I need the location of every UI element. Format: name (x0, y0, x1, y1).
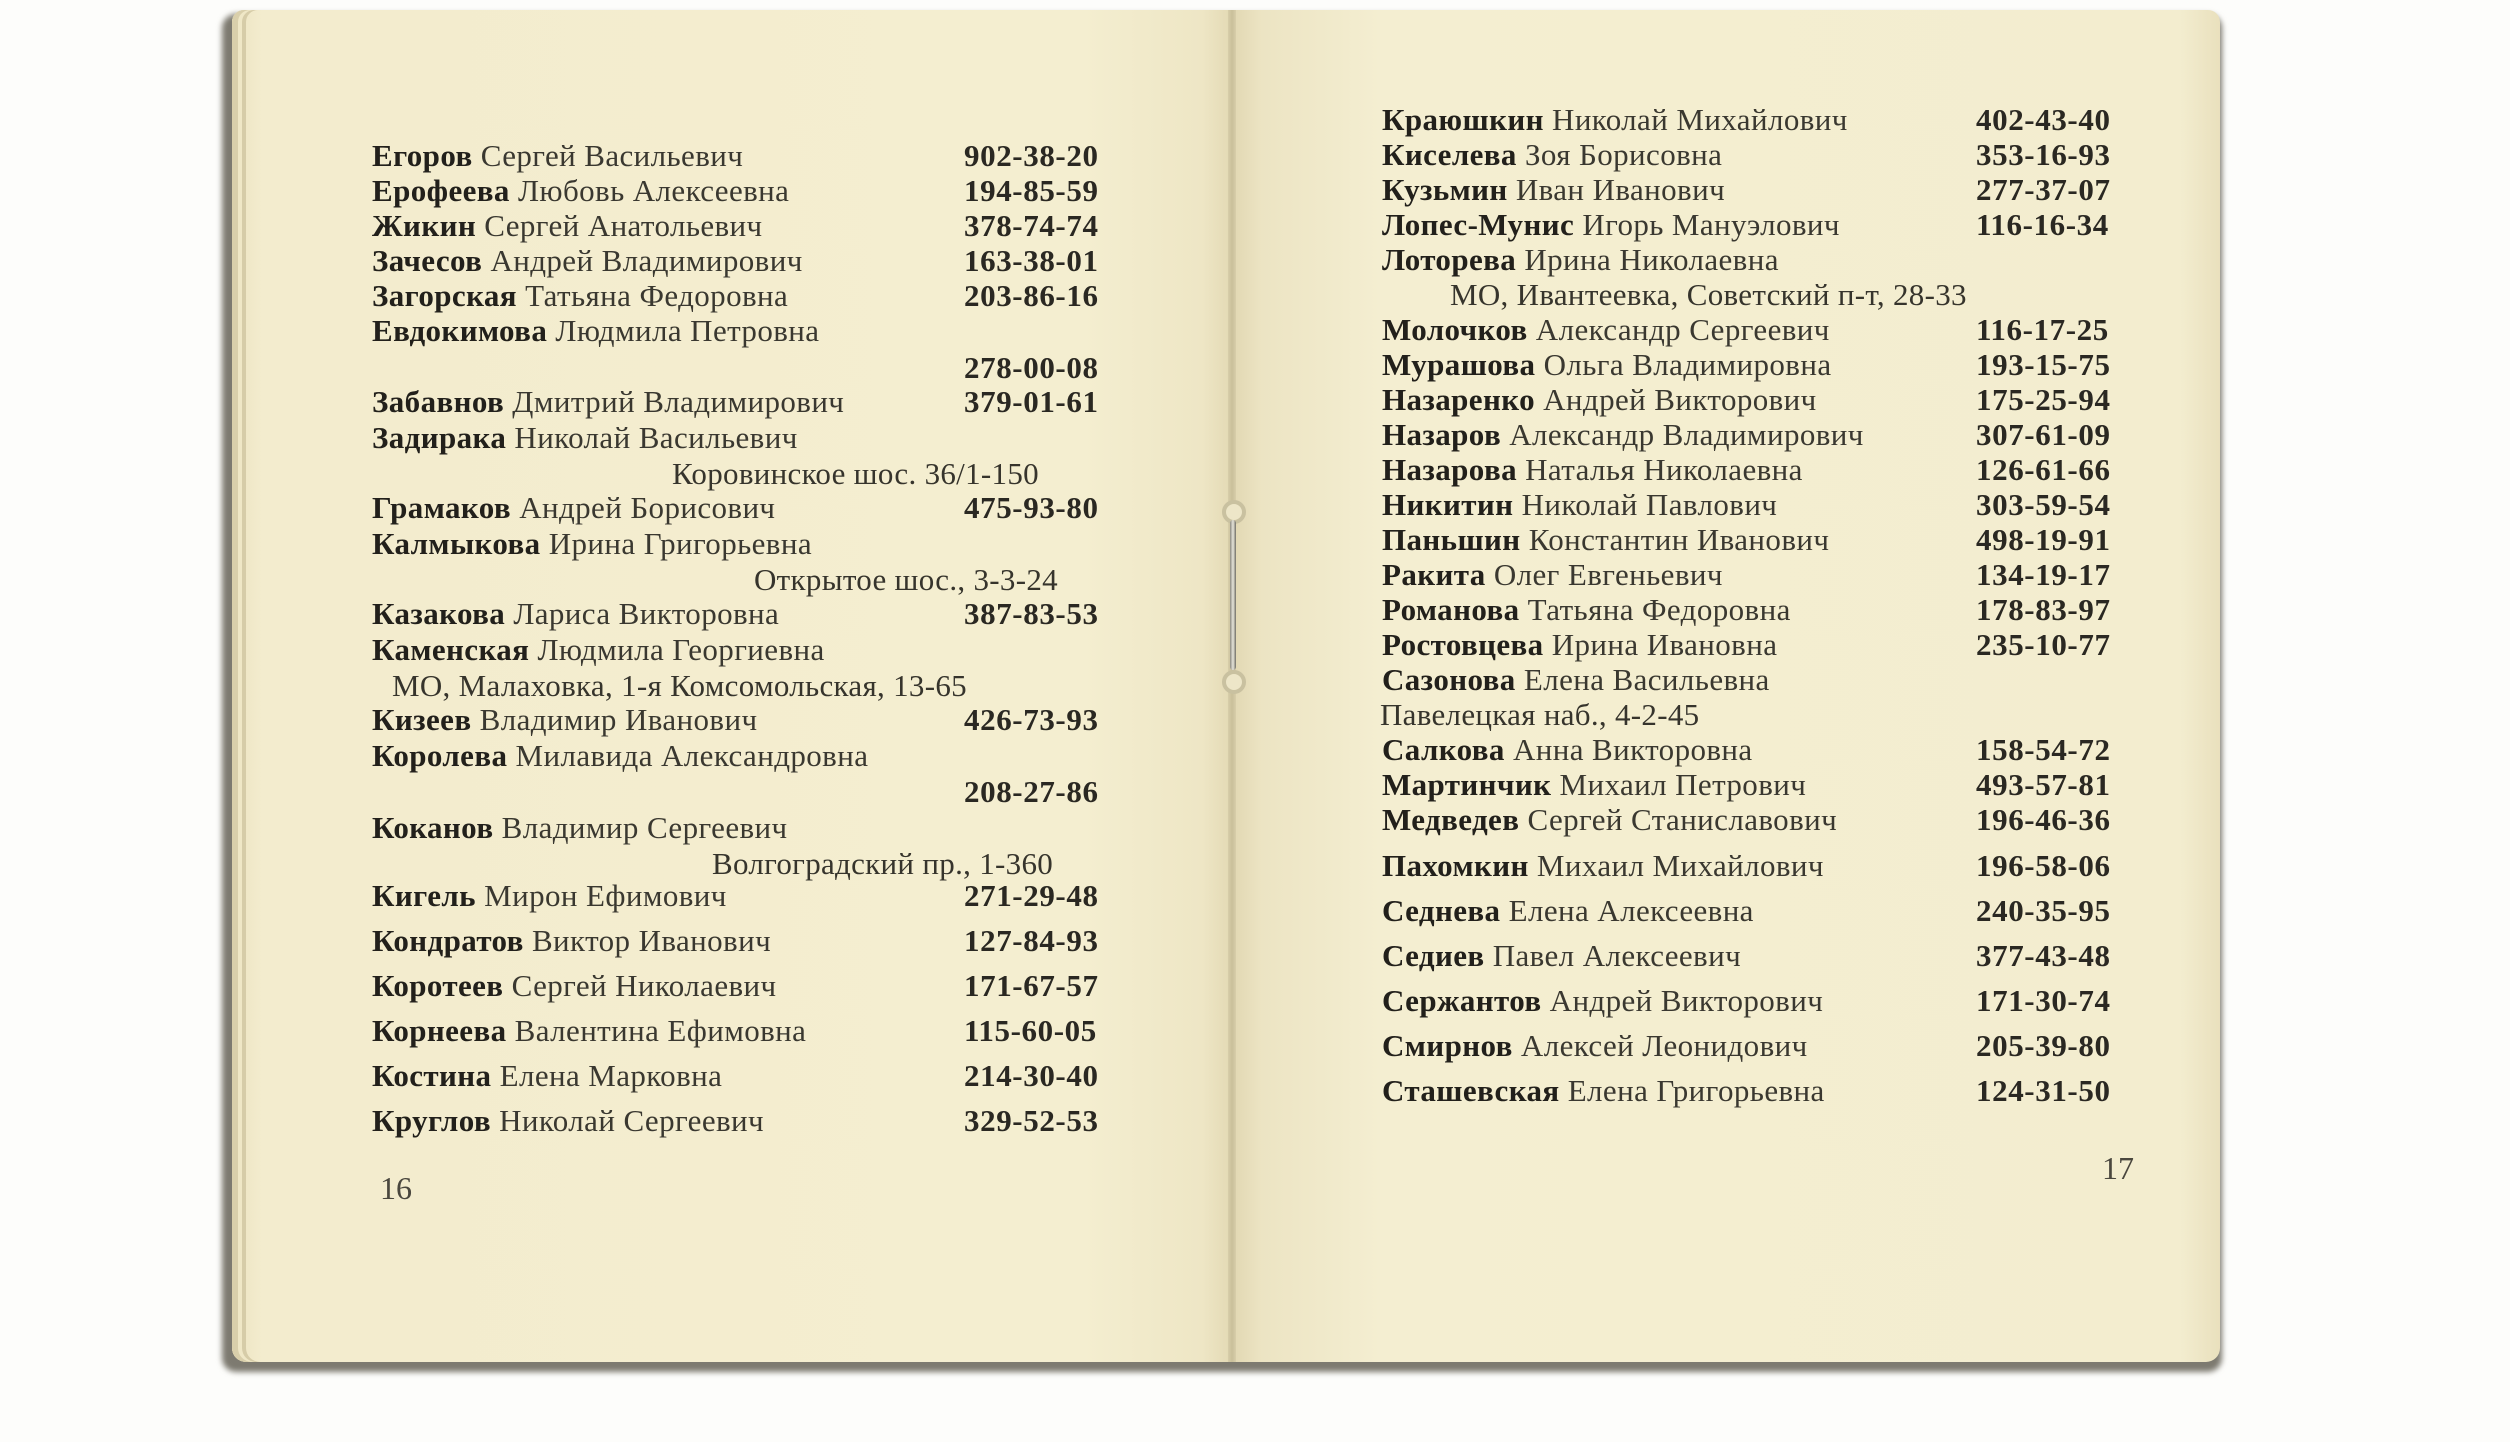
entry-address: МО, Ивантеевка, Советский п-т, 28-33 (1450, 277, 1967, 312)
directory-entry (1382, 172, 1725, 208)
entry-phone: 126-61-66 (1976, 452, 2111, 487)
entry-given-names: Ольга Владимировна (1543, 347, 1832, 382)
entry-given-names: Ирина Ивановна (1551, 627, 1778, 662)
entry-surname: Корнеева (372, 1013, 507, 1048)
entry-given-names: Людмила Петровна (555, 313, 820, 348)
entry-given-names: Виктор Иванович (531, 923, 772, 958)
entry-surname: Ракита (1382, 557, 1486, 592)
entry-given-names: Иван Иванович (1515, 172, 1726, 207)
entry-surname: Назаренко (1382, 382, 1535, 417)
directory-entry (372, 968, 777, 1004)
entry-phone: 203-86-16 (964, 278, 1099, 313)
entry-phone: 193-15-75 (1976, 347, 2111, 382)
staple-wire (1230, 520, 1236, 670)
entry-given-names: Людмила Георгиевна (537, 632, 825, 667)
staple-tail-icon (1222, 670, 1246, 694)
entry-surname: Калмыкова (372, 526, 541, 561)
entry-phone: 194-85-59 (964, 173, 1099, 208)
entry-phone: 116-16-34 (1976, 207, 2109, 242)
entry-surname: Лоторева (1382, 242, 1517, 277)
left-entry-list (232, 10, 1232, 1362)
entry-surname: Сазонова (1382, 662, 1516, 697)
entry-phone: 353-16-93 (1976, 137, 2111, 172)
right-entry-list (1232, 10, 2220, 1362)
directory-entry (372, 1103, 764, 1139)
entry-given-names: Алексей Леонидович (1520, 1028, 1808, 1063)
directory-entry (1382, 417, 1864, 453)
entry-given-names: Милавида Александровна (515, 738, 869, 773)
entry-given-names: Валентина Ефимовна (514, 1013, 807, 1048)
entry-surname: Седиев (1382, 938, 1485, 973)
entry-given-names: Сергей Анатольевич (484, 208, 763, 243)
directory-entry (372, 923, 771, 959)
entry-given-names: Игорь Мануэлович (1582, 207, 1840, 242)
staple-icon (1222, 500, 1248, 696)
entry-given-names: Николай Михайлович (1552, 102, 1848, 137)
entry-surname: Кигель (372, 878, 476, 913)
directory-entry (1382, 592, 1791, 628)
entry-phone: 271-29-48 (964, 878, 1099, 913)
directory-entry (1382, 627, 1777, 663)
entry-surname: Назаров (1382, 417, 1502, 452)
entry-surname: Салкова (1382, 732, 1505, 767)
directory-entry (1382, 312, 1830, 348)
entry-given-names: Михаил Михайлович (1536, 848, 1824, 883)
entry-surname: Седнева (1382, 893, 1501, 928)
entry-phone: 196-58-06 (1976, 848, 2111, 883)
entry-surname: Пахомкин (1382, 848, 1529, 883)
entry-phone: 116-17-25 (1976, 312, 2109, 347)
entry-given-names: Татьяна Федоровна (1527, 592, 1791, 627)
directory-entry (1382, 848, 1824, 884)
entry-surname: Зачесов (372, 243, 483, 278)
entry-given-names: Ирина Григорьевна (548, 526, 812, 561)
directory-entry (1382, 732, 1753, 768)
entry-surname: Кизеев (372, 702, 472, 737)
directory-entry (1382, 1028, 1808, 1064)
entry-surname: Никитин (1382, 487, 1514, 522)
entry-surname: Сташевская (1382, 1073, 1560, 1108)
entry-given-names: Сергей Васильевич (480, 138, 744, 173)
entry-given-names: Ирина Николаевна (1524, 242, 1779, 277)
entry-surname: Паньшин (1382, 522, 1521, 557)
directory-entry (1382, 938, 1741, 974)
directory-entry (1382, 452, 1803, 488)
entry-surname: Костина (372, 1058, 492, 1093)
entry-phone: 377-43-48 (1976, 938, 2111, 973)
directory-entry (372, 420, 798, 456)
directory-entry (372, 313, 819, 349)
entry-surname: Романова (1382, 592, 1520, 627)
directory-entry (1382, 893, 1754, 929)
entry-given-names: Мирон Ефимович (484, 878, 727, 913)
entry-phone: 115-60-05 (964, 1013, 1097, 1048)
entry-surname: Ростовцева (1382, 627, 1544, 662)
entry-given-names: Дмитрий Владимирович (512, 384, 845, 419)
entry-phone: 493-57-81 (1976, 767, 2111, 802)
entry-surname: Задирака (372, 420, 507, 455)
right-page (1232, 10, 2220, 1362)
entry-surname: Сержантов (1382, 983, 1542, 1018)
entry-phone: 134-19-17 (1976, 557, 2111, 592)
entry-surname: Киселева (1382, 137, 1517, 172)
entry-phone: 379-01-61 (964, 384, 1099, 419)
entry-given-names: Елена Марковна (499, 1058, 723, 1093)
entry-address: Волгоградский пр., 1-360 (712, 846, 1054, 881)
entry-phone: 127-84-93 (964, 923, 1099, 958)
entry-address: МО, Малаховка, 1-я Комсомольская, 13-65 (392, 668, 967, 703)
entry-surname: Каменская (372, 632, 530, 667)
entry-surname: Краюшкин (1382, 102, 1544, 137)
entry-given-names: Андрей Борисович (519, 490, 776, 525)
left-page-number: 16 (380, 1170, 412, 1206)
directory-entry (372, 1013, 806, 1049)
directory-entry (1382, 207, 1840, 243)
entry-given-names: Лариса Викторовна (513, 596, 780, 631)
entry-given-names: Наталья Николаевна (1525, 452, 1803, 487)
entry-phone: 402-43-40 (1976, 102, 2111, 137)
entry-phone: 208-27-86 (964, 774, 1099, 809)
entry-given-names: Андрей Владимирович (490, 243, 803, 278)
directory-entry (372, 1058, 722, 1094)
entry-phone: 278-00-08 (964, 350, 1099, 385)
entry-given-names: Олег Евгеньевич (1493, 557, 1723, 592)
directory-entry (372, 384, 844, 420)
entry-given-names: Николай Васильевич (514, 420, 798, 455)
entry-surname: Мурашова (1382, 347, 1536, 382)
directory-entry (372, 208, 763, 244)
entry-given-names: Анна Викторовна (1512, 732, 1753, 767)
directory-entry (1382, 487, 1777, 523)
directory-entry (1382, 347, 1831, 383)
entry-phone: 378-74-74 (964, 208, 1099, 243)
left-page (232, 10, 1232, 1362)
entry-surname: Королева (372, 738, 508, 773)
entry-phone: 214-30-40 (964, 1058, 1099, 1093)
entry-surname: Назарова (1382, 452, 1517, 487)
directory-entry (372, 632, 825, 668)
entry-given-names: Андрей Викторович (1549, 983, 1824, 1018)
entry-given-names: Любовь Алексеевна (517, 173, 790, 208)
entry-phone: 902-38-20 (964, 138, 1099, 173)
entry-surname: Молочков (1382, 312, 1528, 347)
entry-surname: Евдокимова (372, 313, 548, 348)
directory-entry (1382, 242, 1779, 278)
entry-given-names: Зоя Борисовна (1525, 137, 1723, 172)
entry-phone: 124-31-50 (1976, 1073, 2111, 1108)
entry-given-names: Михаил Петрович (1559, 767, 1807, 802)
directory-entry (372, 702, 757, 738)
entry-given-names: Сергей Станиславович (1527, 802, 1838, 837)
directory-entry (1382, 1073, 1825, 1109)
directory-entry (372, 138, 743, 174)
directory-entry (1382, 102, 1848, 138)
directory-entry (1382, 767, 1806, 803)
directory-entry (372, 526, 812, 562)
entry-surname: Казакова (372, 596, 506, 631)
entry-phone: 171-30-74 (1976, 983, 2111, 1018)
entry-given-names: Александр Сергеевич (1535, 312, 1830, 347)
entry-phone: 475-93-80 (964, 490, 1099, 525)
entry-surname: Круглов (372, 1103, 491, 1138)
entry-surname: Грамаков (372, 490, 512, 525)
entry-phone: 158-54-72 (1976, 732, 2111, 767)
directory-entry (372, 596, 779, 632)
directory-entry (1382, 802, 1837, 838)
entry-phone: 303-59-54 (1976, 487, 2111, 522)
directory-entry (372, 738, 868, 774)
entry-given-names: Николай Сергеевич (499, 1103, 765, 1138)
directory-entry (372, 173, 789, 209)
directory-entry (372, 243, 803, 279)
entry-phone: 235-10-77 (1976, 627, 2111, 662)
entry-surname: Кузьмин (1382, 172, 1508, 207)
entry-phone: 426-73-93 (964, 702, 1099, 737)
entry-given-names: Александр Владимирович (1509, 417, 1864, 452)
entry-surname: Егоров (372, 138, 473, 173)
directory-entry (1382, 983, 1823, 1019)
entry-phone: 175-25-94 (1976, 382, 2111, 417)
entry-surname: Коканов (372, 810, 494, 845)
entry-given-names: Елена Григорьевна (1567, 1073, 1825, 1108)
entry-surname: Забавнов (372, 384, 505, 419)
entry-given-names: Константин Иванович (1528, 522, 1830, 557)
entry-address: Коровинское шос. 36/1-150 (672, 456, 1039, 491)
entry-surname: Загорская (372, 278, 517, 313)
directory-entry (372, 810, 788, 846)
directory-entry (372, 490, 775, 526)
entry-given-names: Елена Васильевна (1523, 662, 1770, 697)
entry-given-names: Елена Алексеевна (1508, 893, 1754, 928)
entry-phone: 240-35-95 (1976, 893, 2111, 928)
entry-phone: 498-19-91 (1976, 522, 2111, 557)
entry-surname: Медведев (1382, 802, 1520, 837)
entry-given-names: Андрей Викторович (1543, 382, 1817, 417)
entry-phone: 178-83-97 (1976, 592, 2111, 627)
entry-given-names: Сергей Николаевич (511, 968, 777, 1003)
entry-phone: 387-83-53 (964, 596, 1099, 631)
entry-phone: 329-52-53 (964, 1103, 1099, 1138)
entry-surname: Лопес-Мунис (1382, 207, 1575, 242)
entry-surname: Мартинчик (1382, 767, 1552, 802)
directory-entry (1382, 557, 1723, 593)
directory-entry (372, 278, 788, 314)
directory-entry (372, 878, 727, 914)
entry-phone: 307-61-09 (1976, 417, 2111, 452)
entry-given-names: Татьяна Федоровна (525, 278, 789, 313)
entry-phone: 171-67-57 (964, 968, 1099, 1003)
entry-surname: Коротеев (372, 968, 504, 1003)
entry-phone: 163-38-01 (964, 243, 1099, 278)
entry-given-names: Николай Павлович (1521, 487, 1778, 522)
directory-entry (1382, 522, 1829, 558)
entry-address: Открытое шос., 3-3-24 (754, 562, 1058, 597)
entry-surname: Кондратов (372, 923, 524, 958)
right-page-number: 17 (2102, 1150, 2134, 1186)
directory-entry (1382, 662, 1770, 698)
entry-surname: Жикин (372, 208, 477, 243)
directory-entry (1382, 137, 1722, 173)
entry-phone: 277-37-07 (1976, 172, 2111, 207)
entry-given-names: Павел Алексеевич (1492, 938, 1742, 973)
entry-surname: Смирнов (1382, 1028, 1513, 1063)
entry-surname: Ерофеева (372, 173, 510, 208)
entry-given-names: Владимир Сергеевич (501, 810, 788, 845)
entry-address: Павелецкая наб., 4-2-45 (1380, 697, 1700, 732)
directory-entry (1382, 382, 1817, 418)
entry-given-names: Владимир Иванович (479, 702, 758, 737)
entry-phone: 205-39-80 (1976, 1028, 2111, 1063)
entry-phone: 196-46-36 (1976, 802, 2111, 837)
